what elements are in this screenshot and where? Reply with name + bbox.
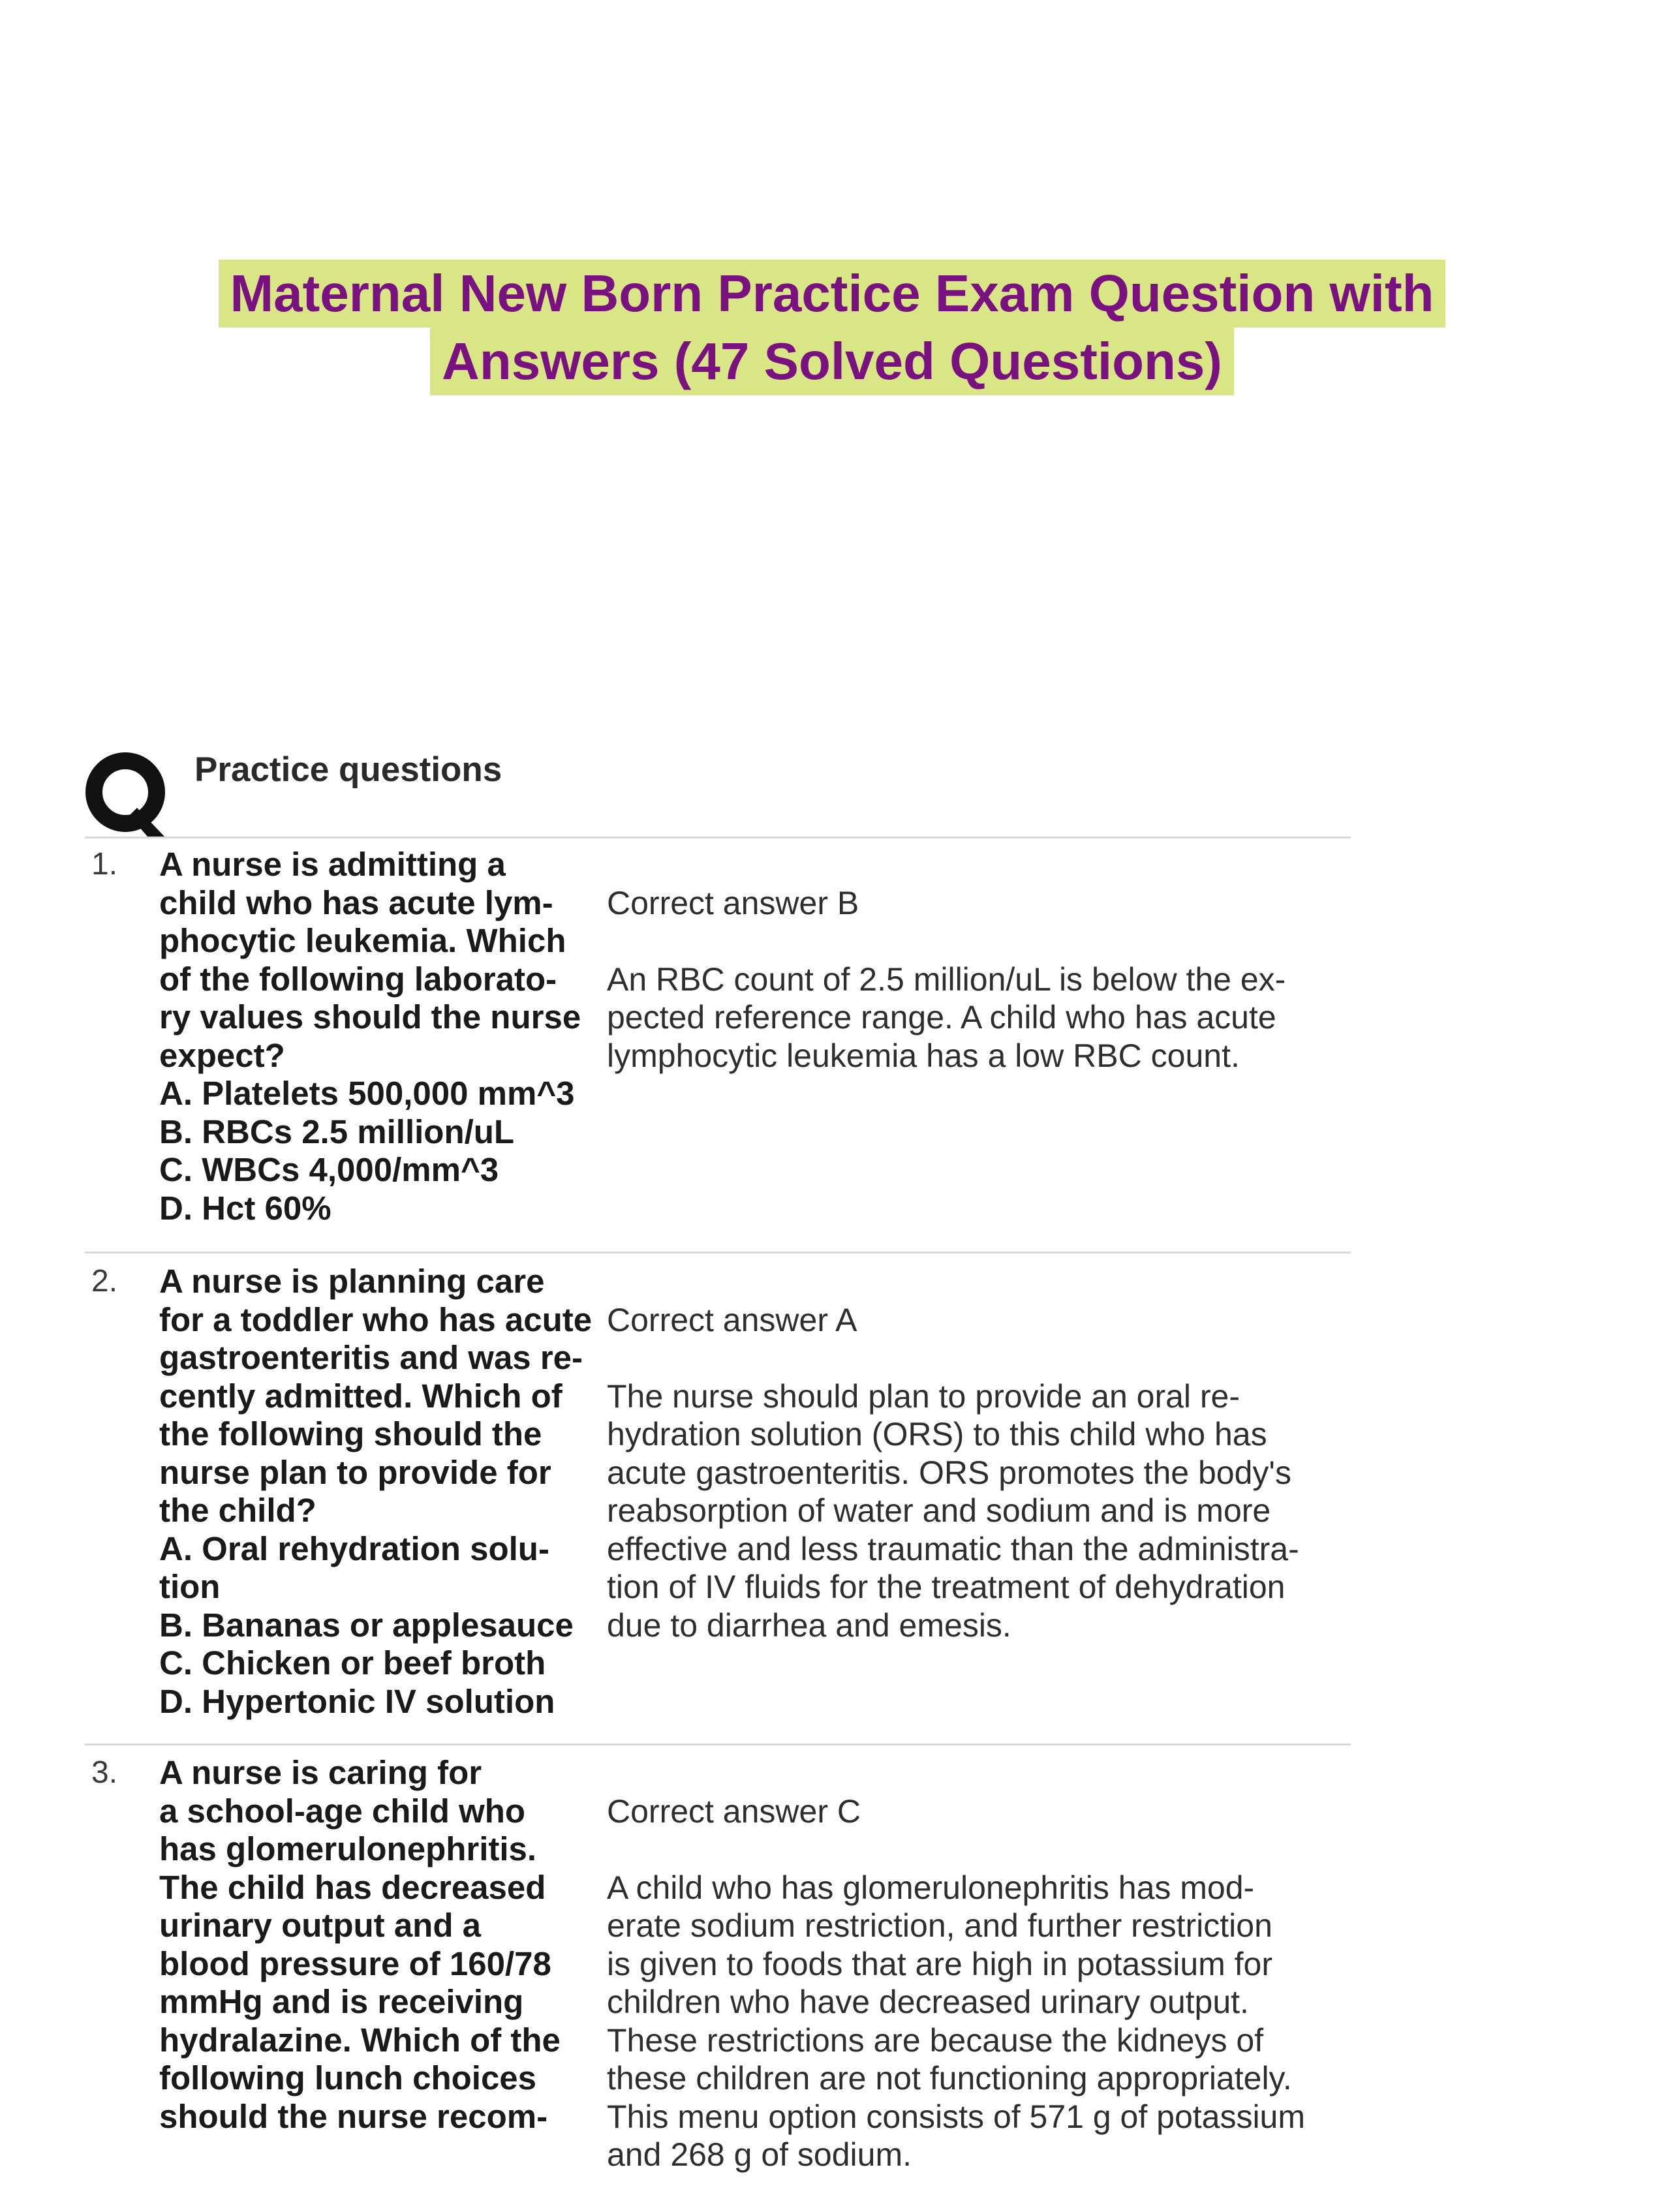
question-stem: A nurse is admitting a child who has acute lym- phocytic leukemia. Which of the following laborato- ry values should the nurse expect? A. Platelets 500,000 mm^3 B. RBCs 2.5 million/uL C. WBCs 4,000/mm^3 D. Hct 60% <box>159 846 581 1227</box>
answer-rationale: An RBC count of 2.5 million/uL is below the ex- pected reference range. A child who has acute lymphocytic leukemia has a low RBC count. <box>607 960 1286 1074</box>
question-divider <box>85 1252 1351 1253</box>
answer-block <box>607 1263 1351 1683</box>
answer-rationale: A child who has glomerulonephritis has mod- erate sodium restriction, and further restriction is given to foods that are high in potassium for children who have decreased urinary output. These restrictions are because the kidneys of these children are not functioning appropriately. This menu option consists of 571 g of potassium and 268 g of sodium. <box>607 1869 1306 2173</box>
title-line-1: Maternal New Born Practice Exam Question with <box>219 260 1446 328</box>
correct-answer-label: Correct answer A <box>607 1301 857 1338</box>
section-title: Practice questions <box>194 750 502 789</box>
document-title <box>0 260 1664 395</box>
question-number: 1. <box>91 847 118 882</box>
question-stem: A nurse is planning care for a toddler who has acute gastroenteritis and was re- cently admitted. Which of the following should the nurse plan to provide for the child? A. Oral rehydration solu- tion B. Bananas or applesauce C. Chicken or beef broth D. Hypertonic IV solution <box>159 1263 593 1720</box>
question-stem: A nurse is caring for a school-age child who has glomerulonephritis. The child has decreased urinary output and a blood pressure of 160/78 mmHg and is receiving hydralazine. Which of the following lunch choices should the nurse recom- <box>159 1754 561 2135</box>
correct-answer-label: Correct answer B <box>607 884 859 921</box>
correct-answer-label: Correct answer C <box>607 1792 861 1830</box>
question-number: 2. <box>91 1264 118 1298</box>
answer-rationale: The nurse should plan to provide an oral re- hydration solution (ORS) to this child who has acute gastroenteritis. ORS promotes the body's reabsorption of water and sodium and is more effective and less traumatic than the administra- tion of IV fluids for the treatment of dehydration due to diarrhea and emesis. <box>607 1377 1299 1644</box>
q-logo-icon <box>84 750 175 842</box>
question-number: 3. <box>91 1755 118 1790</box>
question-divider <box>85 1743 1351 1745</box>
answer-block <box>607 1754 1351 2212</box>
answer-block <box>607 846 1351 1113</box>
section-divider <box>85 837 1351 838</box>
title-line-2: Answers (47 Solved Questions) <box>430 328 1234 395</box>
